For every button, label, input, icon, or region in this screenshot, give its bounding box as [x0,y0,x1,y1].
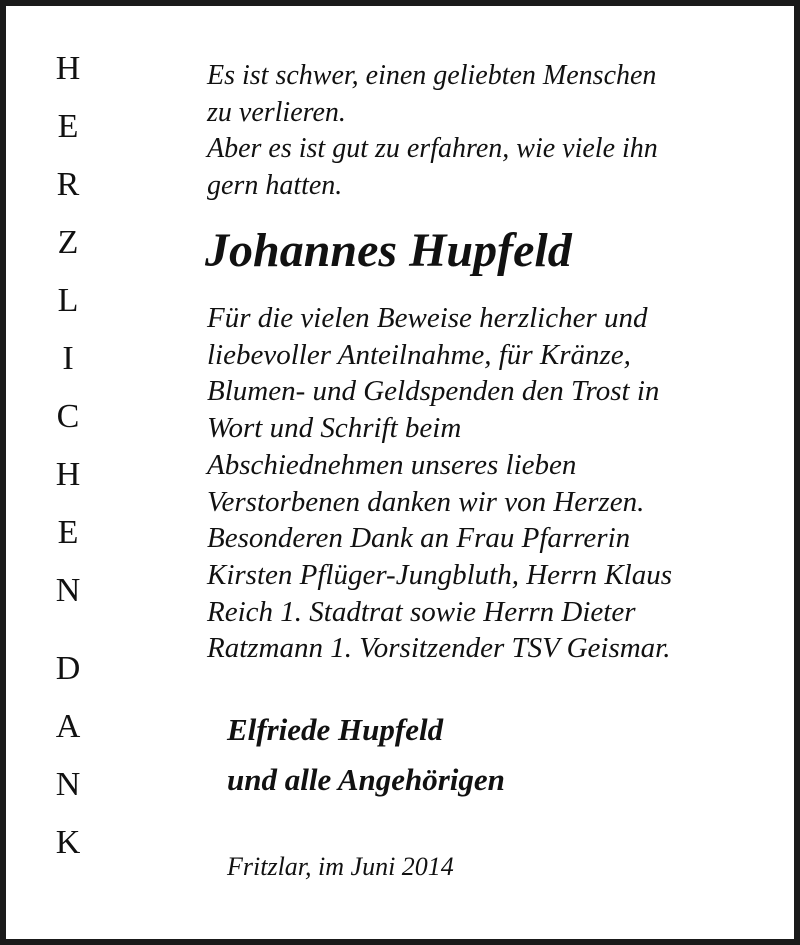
heading-letter: D [55,650,81,687]
heading-letter: N [55,572,81,609]
motto-line: Aber es ist gut zu erfahren, wie viele ihn [207,133,658,164]
heading-letter: L [57,282,79,319]
signer-family: und alle Angehörigen [227,762,505,797]
heading-letter: H [55,50,81,87]
heading-letter: A [55,708,81,745]
heading-letter: K [55,824,81,861]
heading-letter: I [62,340,74,377]
signers [227,705,505,805]
motto-line: Es ist schwer, einen geliebten Menschen [207,60,657,91]
motto-line: zu verlieren. [207,96,346,128]
thanks-line: Ratzmann 1. Vorsitzender TSV Geismar. [207,632,671,665]
thanks-line: Blumen- und Geldspenden den Trost in [207,375,660,408]
signer-name: Elfriede Hupfeld [227,712,444,747]
heading-letter: N [55,766,81,803]
thanks-line: liebevoller Anteilnahme, für Kränze, [207,338,631,371]
place-date: Fritzlar, im Juni 2014 [227,852,454,881]
vertical-heading [40,52,96,860]
heading-letter: Z [57,224,79,261]
motto-quote [207,58,658,204]
thanks-line: Wort und Schrift beim [207,412,462,445]
thanks-line: Abschiednehmen unseres lieben [207,448,577,481]
heading-letter: R [56,166,80,203]
thanks-line: Verstorbenen danken wir von Herzen. [207,485,645,518]
thanks-text [207,300,672,667]
heading-letter: C [56,398,80,435]
thanks-line: Kirsten Pflüger-Jungbluth, Herrn Klaus [207,558,673,591]
heading-letter: H [55,456,81,493]
thanks-line: Für die vielen Beweise herzlicher und [207,302,648,334]
deceased-name: Johannes Hupfeld [205,224,572,277]
heading-letter: E [57,108,79,145]
thanks-line: Reich 1. Stadtrat sowie Herrn Dieter [207,595,636,628]
heading-letter: E [57,514,79,551]
motto-line: gern hatten. [207,169,343,201]
thanks-line: Besonderen Dank an Frau Pfarrerin [207,522,631,555]
